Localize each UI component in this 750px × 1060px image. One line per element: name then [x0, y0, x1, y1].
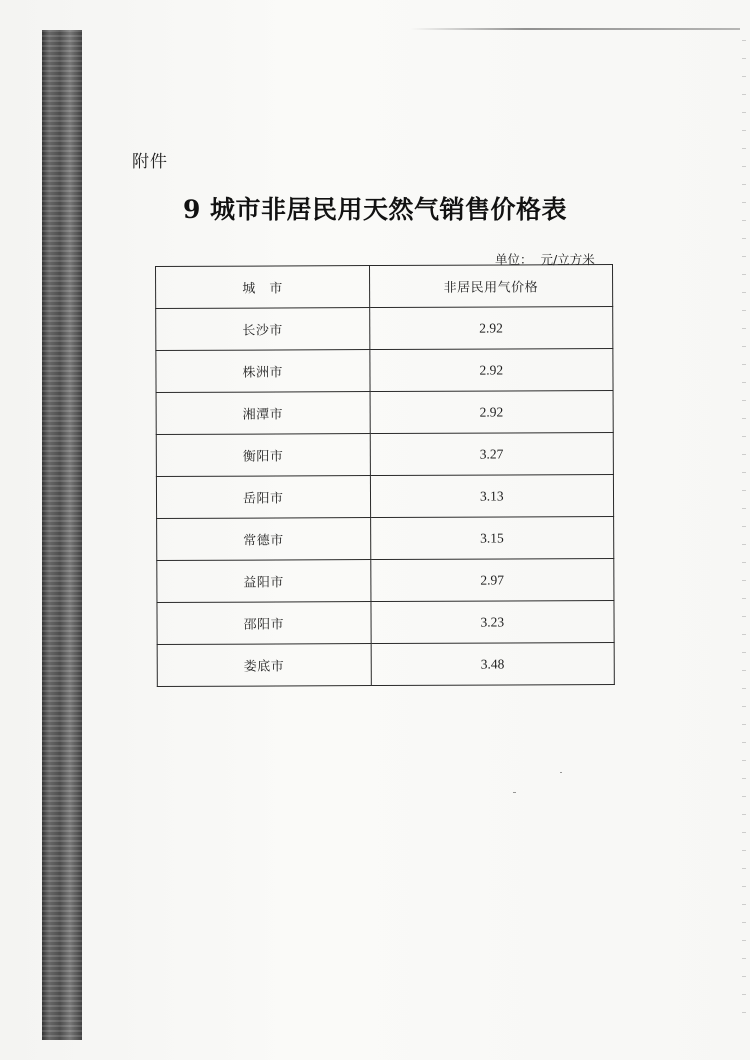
gas-price-table [155, 264, 615, 687]
table-row [156, 391, 613, 435]
table-header-row [156, 265, 613, 309]
scan-speck [560, 772, 562, 773]
city-cell: 株洲市 [156, 350, 370, 393]
price-cell: 2.92 [369, 307, 613, 350]
price-cell: 3.48 [371, 643, 615, 686]
scan-right-edge [742, 40, 746, 1020]
city-cell: 衡阳市 [156, 434, 370, 477]
table-row [156, 307, 613, 351]
price-cell: 3.27 [370, 433, 614, 476]
city-cell: 益阳市 [157, 560, 371, 603]
table-row [157, 559, 614, 603]
table-row [157, 601, 614, 645]
unit-label: 单位： [495, 252, 533, 267]
city-column-header [156, 266, 370, 309]
scan-binding-strip [42, 30, 82, 1040]
city-cell: 娄底市 [157, 644, 371, 687]
city-header-char-1: 城 [242, 281, 256, 297]
scan-speck [513, 792, 516, 793]
table-row [156, 475, 613, 519]
price-column-header: 非居民用气价格 [369, 265, 613, 308]
table-body [156, 307, 615, 687]
city-cell: 岳阳市 [156, 476, 370, 519]
price-cell: 2.92 [369, 349, 613, 392]
city-cell: 邵阳市 [157, 602, 371, 645]
table-row [157, 517, 614, 561]
scan-edge-line [410, 28, 740, 30]
price-cell: 3.23 [371, 601, 615, 644]
city-cell: 长沙市 [156, 308, 370, 351]
price-cell: 2.92 [370, 391, 614, 434]
unit-value: 元/立方米 [540, 252, 595, 267]
city-cell: 湘潭市 [156, 392, 370, 435]
price-cell: 3.13 [370, 475, 614, 518]
attachment-label: 附件 [132, 152, 168, 172]
price-cell: 2.97 [370, 559, 614, 602]
document-title: 9 城市非居民用天然气销售价格表 [182, 195, 568, 224]
city-header-char-2: 市 [269, 281, 283, 297]
table-row [156, 349, 613, 393]
table-row [156, 433, 613, 477]
city-cell: 常德市 [157, 518, 371, 561]
price-cell: 3.15 [370, 517, 614, 560]
table-row [157, 643, 614, 687]
